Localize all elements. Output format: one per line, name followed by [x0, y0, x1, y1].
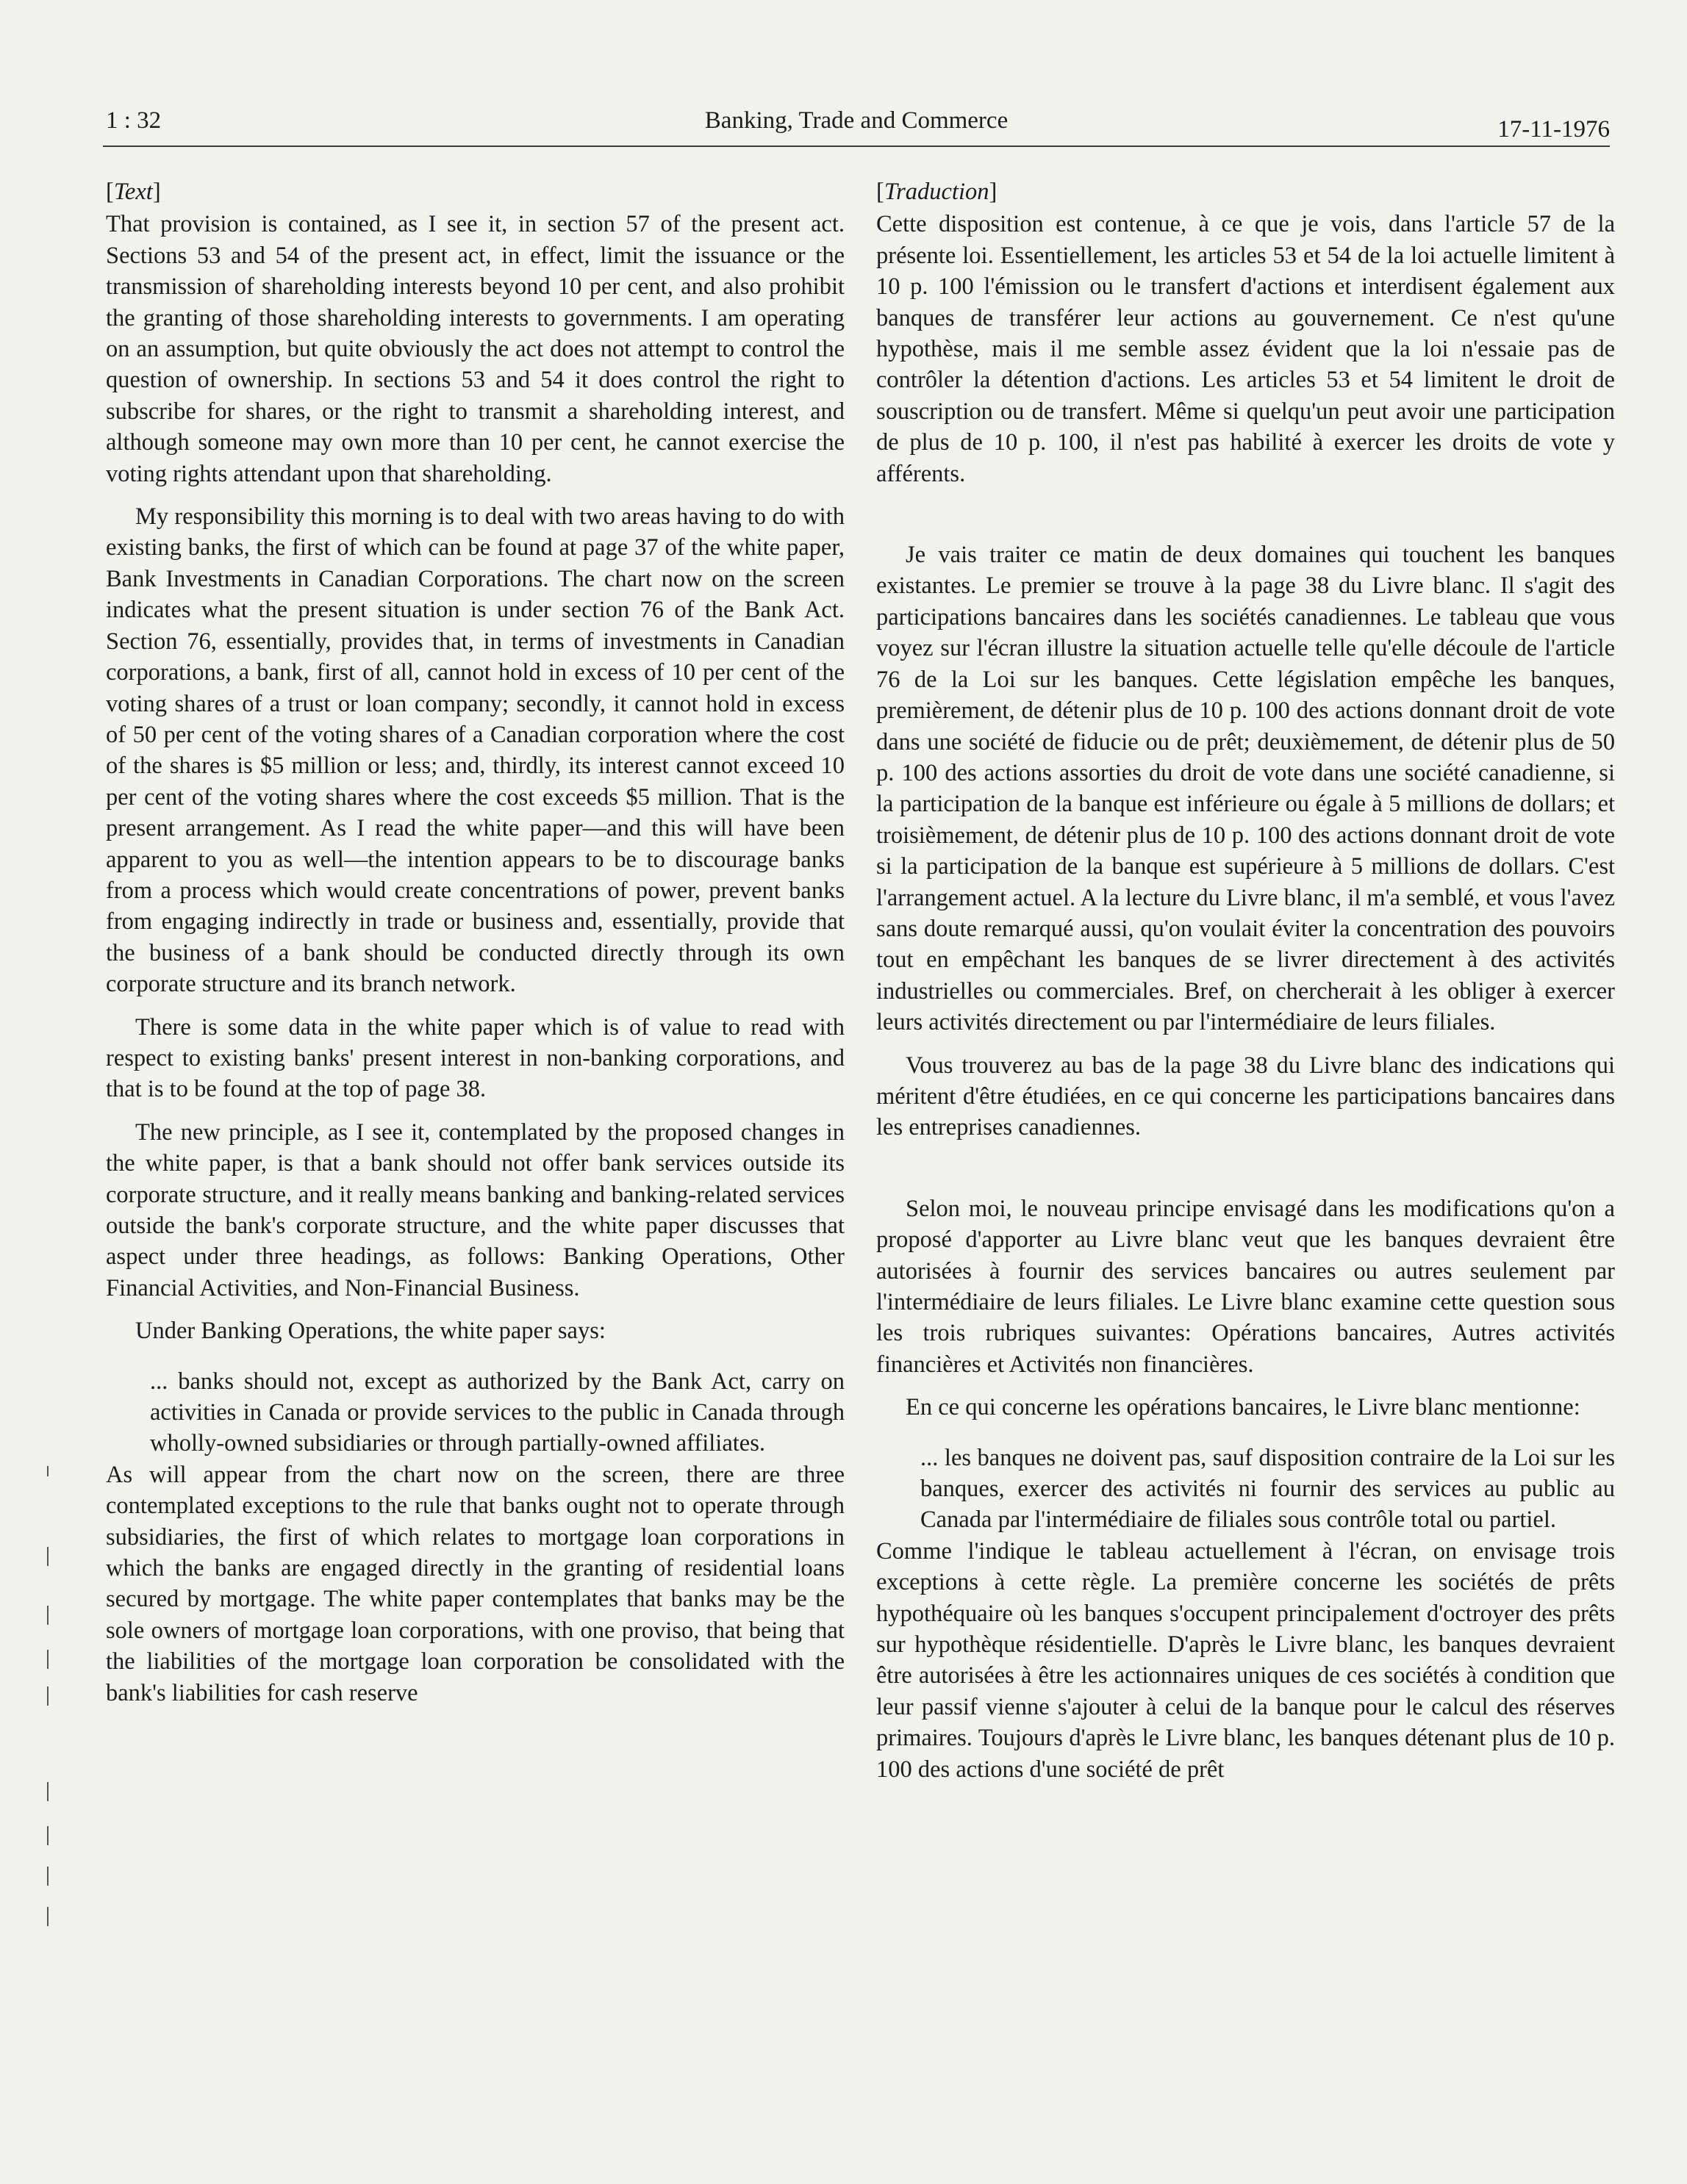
margin-tick — [47, 1907, 49, 1926]
block-quote: ... banks should not, except as authorized by the Bank Act, carry on activities in Canada or provide services to the public in Canada through wholly-owned subsidiaries or through partially-owned affiliates. — [150, 1368, 845, 1457]
french-column — [876, 176, 1615, 1785]
paragraph: There is some data in the white paper which is of value to read with respect to existing banks' present interest in non-banking corporations, and that is to be found at the top of page 38. — [106, 1013, 845, 1103]
margin-tick — [47, 1867, 49, 1886]
margin-tick — [47, 1782, 49, 1801]
margin-tick — [47, 1606, 49, 1625]
paragraph: En ce qui concerne les opérations bancaires, le Livre blanc mentionne: — [906, 1394, 1580, 1421]
page-title: Banking, Trade and Commerce — [704, 107, 1009, 134]
section-tag-text: [Text] — [106, 179, 161, 205]
margin-tick — [47, 1687, 49, 1706]
block-quote: ... les banques ne doivent pas, sauf disposition contraire de la Loi sur les banques, exercer des activités ni fournir des services au public au Canada par l'intermédiaire de filiales sous contrôle total ou partiel. — [920, 1444, 1615, 1534]
paragraph: Je vais traiter ce matin de deux domaines qui touchent les banques existantes. Le premier se trouve à la page 38 du Livre blanc. Il s'agit des participations bancaires dans les sociétés canadiennes. Le tableau que vous voyez sur l'écran illustre la situation actuelle telle qu'elle découle de l'article 76 de la Loi sur les banques. Cette législation empêche les banques, premièrement, de détenir plus de 10 p. 100 des actions donnant droit de vote dans une société de fiducie ou de prêt; deuxièmement, de détenir plus de 50 p. 100 des actions assorties du droit de vote dans une société canadienne, si la participation de la banque est inférieure ou égale à 5 millions de dollars; et troisièmement, de détenir plus de 10 p. 100 des actions donnant droit de vote si la participation de la banque est supérieure à 5 millions de dollars. C'est l'arrangement actuel. A la lecture du Livre blanc, il m'a semblé, et vous l'avez sans doute remarqué aussi, qu'on voulait éviter la concentration des pouvoirs tout en empêchant les banques de se livrer directement à des activités industrielles ou commerciales. Bref, on chercherait à les obliger à exercer leurs activités directement ou par l'intermédiaire de leurs filiales. — [876, 542, 1615, 1036]
paragraph: Under Banking Operations, the white paper says: — [135, 1318, 606, 1345]
paragraph: Vous trouverez au bas de la page 38 du Livre blanc des indications qui méritent d'être étudiées, en ce qui concerne les participations bancaires dans les entreprises canadiennes. — [876, 1052, 1615, 1141]
paragraph: That provision is contained, as I see it, in section 57 of the present act. Sections 53 and 54 of the present act, in effect, limit the issuance or the transmission of shareholding interests beyond 10 per cent, and also prohibit the granting of those shareholding interests to governments. I am operating on an assumption, but quite obviously the act does not attempt to control the question of ownership. In sections 53 and 54 it does control the right to subscribe for shares, or the right to transmit a shareholding interest, and although someone may own more than 10 per cent, he cannot exercise the voting rights attendant upon that shareholding. — [106, 211, 845, 487]
margin-tick — [47, 1650, 49, 1669]
margin-tick — [47, 1466, 49, 1476]
english-column — [106, 176, 845, 1709]
running-header — [103, 101, 1610, 147]
margin-tick — [47, 1547, 49, 1566]
paragraph: My responsibility this morning is to deal with two areas having to do with existing banks, the first of which can be found at page 37 of the white paper, Bank Investments in Canadian Corporations. The chart now on the screen indicates what the present situation is under section 76 of the Bank Act. Section 76, essentially, provides that, in terms of investments in Canadian corporations, a bank, first of all, cannot hold in excess of 10 per cent of the voting shares of a trust or loan company; secondly, it cannot hold in excess of 50 per cent of the voting shares of a Canadian corporation where the cost of the shares is $5 million or less; and, thirdly, its interest cannot exceed 10 per cent of the voting shares where the cost exceeds $5 million. That is the present arrangement. As I read the white paper—and this will have been apparent to you as well—the intention appears to be to discourage banks from a process which would create concentrations of power, prevent banks from engaging indirectly in trade or business and, essentially, provide that the business of a bank should be conducted directly through its own corporate structure and its branch network. — [106, 503, 845, 998]
header-date: 17-11-1976 — [1497, 116, 1610, 143]
paragraph: Cette disposition est contenue, à ce que je vois, dans l'article 57 de la présente loi. Essentiellement, les articles 53 et 54 de la loi actuelle limitent à 10 p. 100 l'émission ou le transfert d'actions et interdisent également aux banques de transférer leur actions au gouvernement. Ce n'est qu'une hypothèse, mais il me semble assez évident que la loi n'essaie pas de contrôler la détention d'actions. Les articles 53 et 54 limitent le droit de souscription ou de transfert. Même si quelqu'un peut avoir une participation de plus de 10 p. 100, il n'est pas habilité à exercer les droits de vote y afférents. — [876, 211, 1615, 487]
margin-change-bars — [46, 1466, 51, 1936]
paragraph: As will appear from the chart now on the screen, there are three contemplated exceptions to the rule that banks ought not to operate through subsidiaries, the first of which relates to mortgage loan corporations in which the banks are engaged directly in the granting of residential loans secured by mortgage. The white paper contemplates that banks may be the sole owners of mortgage loan corporations, with one proviso, that being that the liabilities of the mortgage loan corporation be consolidated with the bank's liabilities for cash reserve — [106, 1461, 845, 1706]
page-number: 1 : 32 — [106, 107, 162, 134]
section-tag-traduction: [Traduction] — [876, 179, 997, 205]
paragraph: Selon moi, le nouveau principe envisagé dans les modifications qu'on a proposé d'apporter au Livre blanc veut que les banques devraient être autorisées à fournir des services bancaires ou autres seulement par l'intermédiaire de leurs filiales. Le Livre blanc examine cette question sous les trois rubriques suivantes: Opérations bancaires, Autres activités financières et Activités non financières. — [876, 1195, 1615, 1378]
paragraph: The new principle, as I see it, contemplated by the proposed changes in the white paper, is that a bank should not offer bank services outside its corporate structure, and it really means banking and banking-related services outside the bank's corporate structure, and the white paper discusses that aspect under three headings, as follows: Banking Operations, Other Financial Activities, and Non-Financial Business. — [106, 1118, 845, 1301]
paragraph: Comme l'indique le tableau actuellement à l'écran, on envisage trois exceptions à cette règle. La première concerne les sociétés de prêts hypothéquaire où les banques s'occupent principalement d'octroyer des prêts sur hypothèque résidentielle. D'après le Livre blanc, les banques devraient être autorisées à être les actionnaires uniques de ces sociétés à condition que leur passif vienne s'ajouter à celui de la banque pour le calcul des réserves primaires. Toujours d'après le Livre blanc, les banques détenant plus de 10 p. 100 des actions d'une société de prêt — [876, 1537, 1615, 1783]
margin-tick — [47, 1826, 49, 1845]
